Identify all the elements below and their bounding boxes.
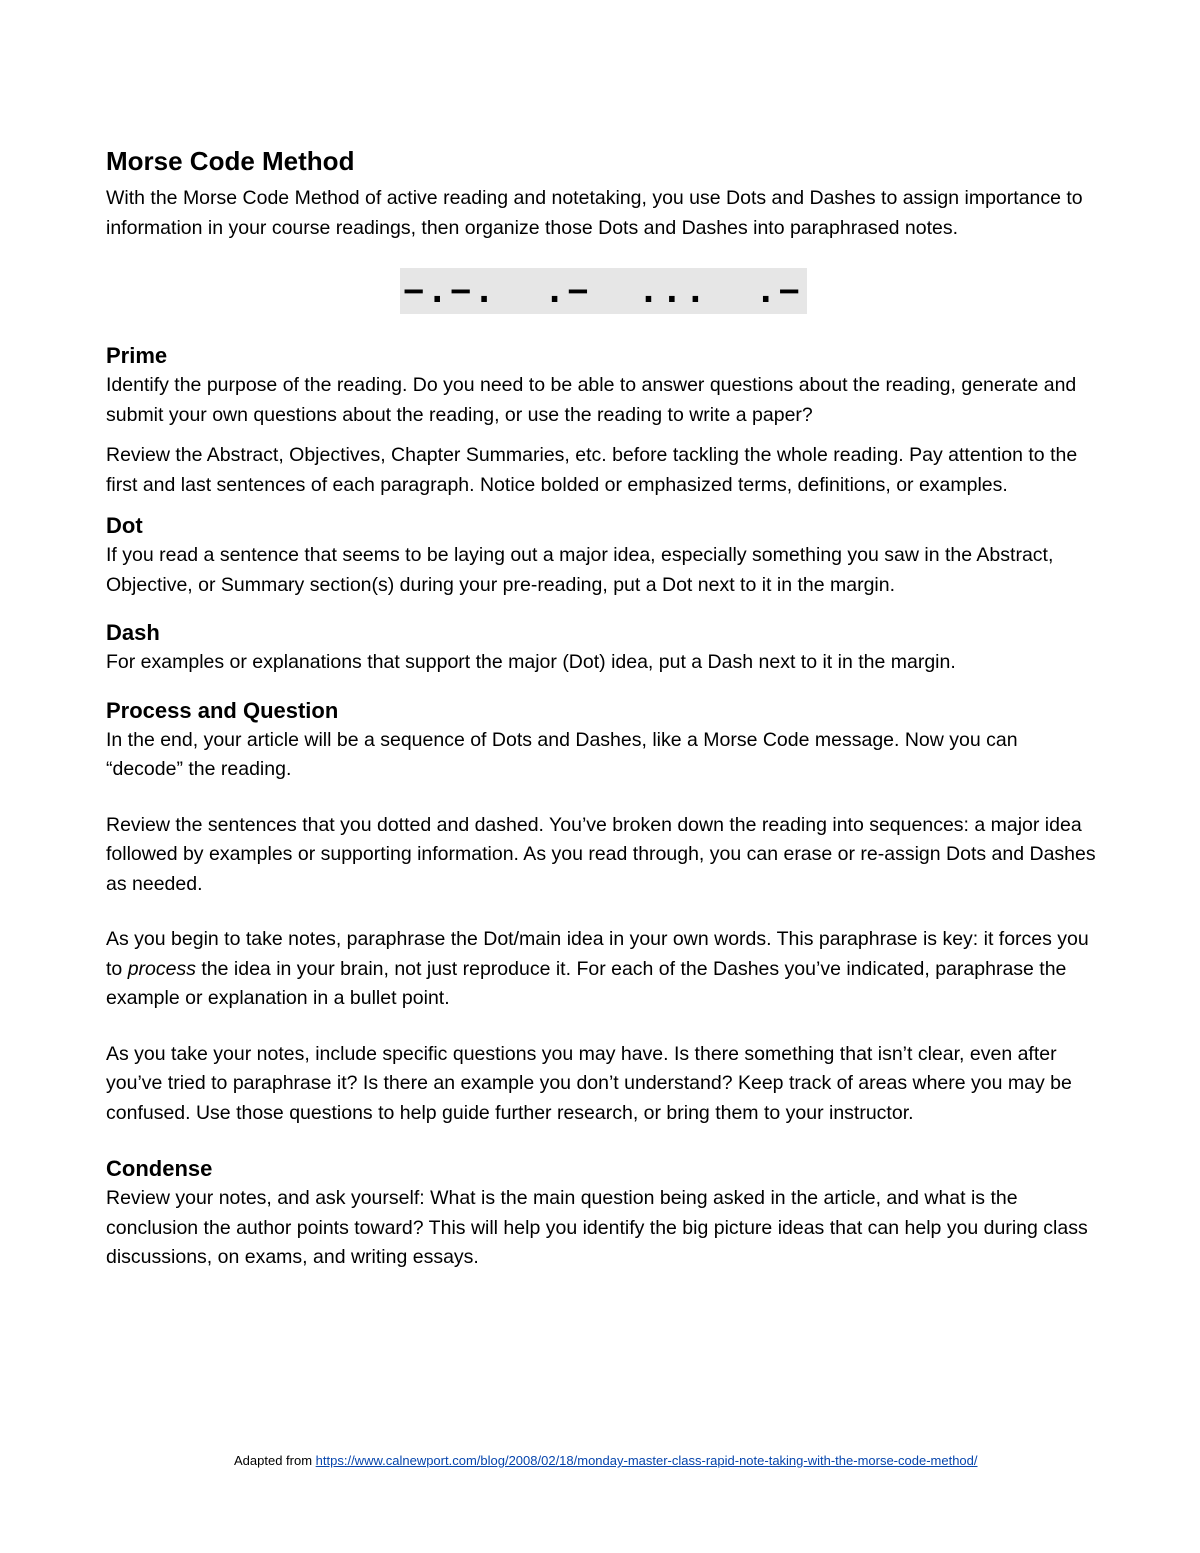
emphasized-word-process: process xyxy=(127,957,196,980)
intro-paragraph: With the Morse Code Method of active reading and notetaking, you use Dots and Dashes to assign importance to information in your course readings, then organize those Dots and Dashes into paraphrased notes. xyxy=(106,187,1083,239)
footer-prefix: Adapted from xyxy=(234,1453,316,1468)
dot-paragraph: If you read a sentence that seems to be laying out a major idea, especially something you saw in the Abstract, Objective, or Summary section(s) during your pre-reading, put a Dot next to it in the margin. xyxy=(106,544,1054,596)
process-paragraph-2: Review the sentences that you dotted and dashed. You’ve broken down the reading into sequences: a major idea followed by examples or supporting information. As you read through, you can erase or re-assign Dots and Dashes as needed. xyxy=(106,813,1096,895)
section-heading-process: Process and Question xyxy=(106,697,339,723)
morse-banner-container xyxy=(106,268,1096,314)
section-heading-condense: Condense xyxy=(106,1156,213,1181)
section-heading-dot: Dot xyxy=(106,513,143,538)
morse-code-banner: −.−. .− ... .− xyxy=(400,268,807,314)
dash-paragraph: For examples or explanations that support the major (Dot) idea, put a Dash next to it in the margin. xyxy=(106,651,956,673)
process-paragraph-4: As you take your notes, include specific questions you may have. Is there something that isn’t clear, even after you’ve tried to paraphrase it? Is there an example you don’t understand? Keep track of areas where you may be confused. Use those questions to help guide further research, or bring them to your instructor. xyxy=(106,1042,1072,1124)
footer-attribution xyxy=(234,1452,978,1470)
section-heading-prime: Prime xyxy=(106,343,168,368)
prime-paragraph-2: Review the Abstract, Objectives, Chapter Summaries, etc. before tackling the whole reading. Pay attention to the first and last sentences of each paragraph. Notice bolded or emphasized terms, definitions, or examples. xyxy=(106,444,1078,496)
process-paragraph-3-start: As you begin to take notes, paraphrase the Dot/main idea in your own words. This paraphrase is key: it forces you to xyxy=(106,928,1089,980)
prime-paragraph-1: Identify the purpose of the reading. Do you need to be able to answer questions about the reading, generate and submit your own questions about the reading, or use the reading to write a paper? xyxy=(106,374,1077,426)
source-link[interactable]: https://www.calnewport.com/blog/2008/02/18/monday-master-class-rapid-note-taking-with-the-morse-code-method/ xyxy=(315,1453,978,1468)
process-paragraph-3-end: the idea in your brain, not just reproduce it. For each of the Dashes you’ve indicated, paraphrase the example or explanation in a bullet point. xyxy=(106,957,1067,1009)
process-paragraph-1: In the end, your article will be a sequence of Dots and Dashes, like a Morse Code message. Now you can “decode” the reading. xyxy=(106,728,1018,780)
section-heading-dash: Dash xyxy=(106,620,160,645)
process-paragraph-3 xyxy=(106,925,1096,1014)
page-title: Morse Code Method xyxy=(106,146,355,176)
document-body xyxy=(106,144,1096,1273)
condense-paragraph: Review your notes, and ask yourself: What is the main question being asked in the article, and what is the conclusion the author points toward? This will help you identify the big picture ideas that can help you during class discussions, on exams, and writing essays. xyxy=(106,1187,1088,1268)
